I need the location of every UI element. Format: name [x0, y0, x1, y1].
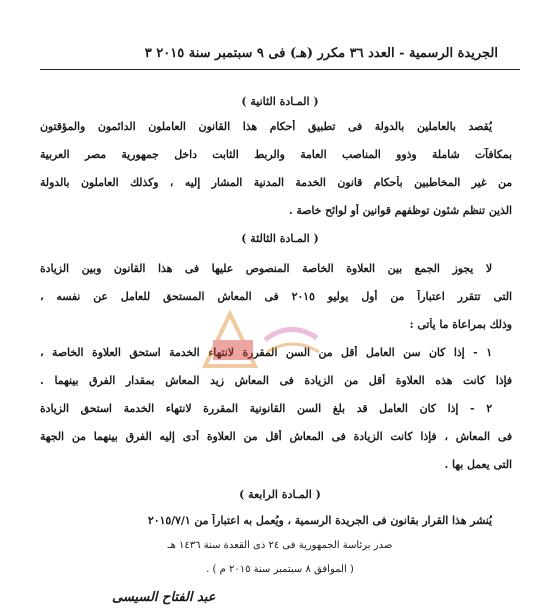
page-header: الجريدة الرسمية - العدد ٣٦ مكرر (هـ) فى ٩ سبتمبر سنة ٢٠١٥ ٣ — [144, 46, 498, 61]
article-4-line: يُنشر هذا القرار بقانون فى الجريدة الرسمية ، ويُعمل به اعتباراً من ٢٠١٥/٧/١ — [147, 514, 492, 527]
issued-line: صدر برئاسة الجمهورية فى ٢٤ ذى القعدة سنة ١٤٣٦ هـ — [167, 540, 393, 551]
article-3-line: التى تتقرر اعتباراً من أول يوليو ٢٠١٥ فى المعاش المستحق للعامل عن نفسه ، — [40, 290, 512, 303]
article-2-title: ( المـادة الثانية ) — [241, 95, 319, 108]
article-3-line: فإذا كانت هذه العلاوة أقل من الزيادة فى المعاش زيد المعاش بمقدار الفرق بينهما . — [40, 374, 512, 387]
article-2-line: الذين تنظم شئون توظفهم قوانين أو لوائح خاصة . — [288, 204, 512, 217]
article-3-title: ( المـادة الثالثة ) — [241, 232, 319, 245]
header-rule — [40, 69, 520, 70]
article-4-title: ( المـادة الرابعة ) — [239, 488, 321, 501]
article-3-line: التى يعمل بها . — [444, 458, 512, 471]
article-2-line: بمكافآت شاملة وذوو المناصب العامة والربط الثابت داخل جمهورية مصر العربية — [40, 148, 512, 161]
article-2-line: يُقصد بالعاملين بالدولة فى تطبيق أحكام هذا القانون العاملون الدائمون والمؤقتون — [40, 120, 492, 133]
gregorian-date-line: ( الموافق ٨ سبتمبر سنة ٢٠١٥ م ) . — [206, 564, 354, 575]
article-3-line: ١ - إذا كان سن العامل أقل من السن المقررة لانتهاء الخدمة استحق العلاوة الخاصة ، — [40, 346, 492, 359]
article-2-line: من غير المخاطبين بأحكام قانون الخدمة المدنية المشار إليه ، وكذلك العاملون بالدولة — [40, 176, 512, 189]
article-3-line: ٢ - إذا كان العامل قد بلغ السن القانونية المقررة لانتهاء الخدمة استحق الزيادة — [40, 402, 492, 415]
article-3-line: لا يجوز الجمع بين العلاوة الخاصة المنصوص عليها فى هذا القانون وبين الزيادة — [40, 262, 492, 275]
article-3-line: وذلك بمراعاة ما يأتى : — [409, 318, 512, 331]
article-3-line: فى المعاش ، فإذا كانت الزيادة فى المعاش أقل من العلاوة أدى إليه الفرق بينهما من الجهة — [40, 430, 512, 443]
signature: عبد الفتاح السيسى — [112, 590, 216, 605]
